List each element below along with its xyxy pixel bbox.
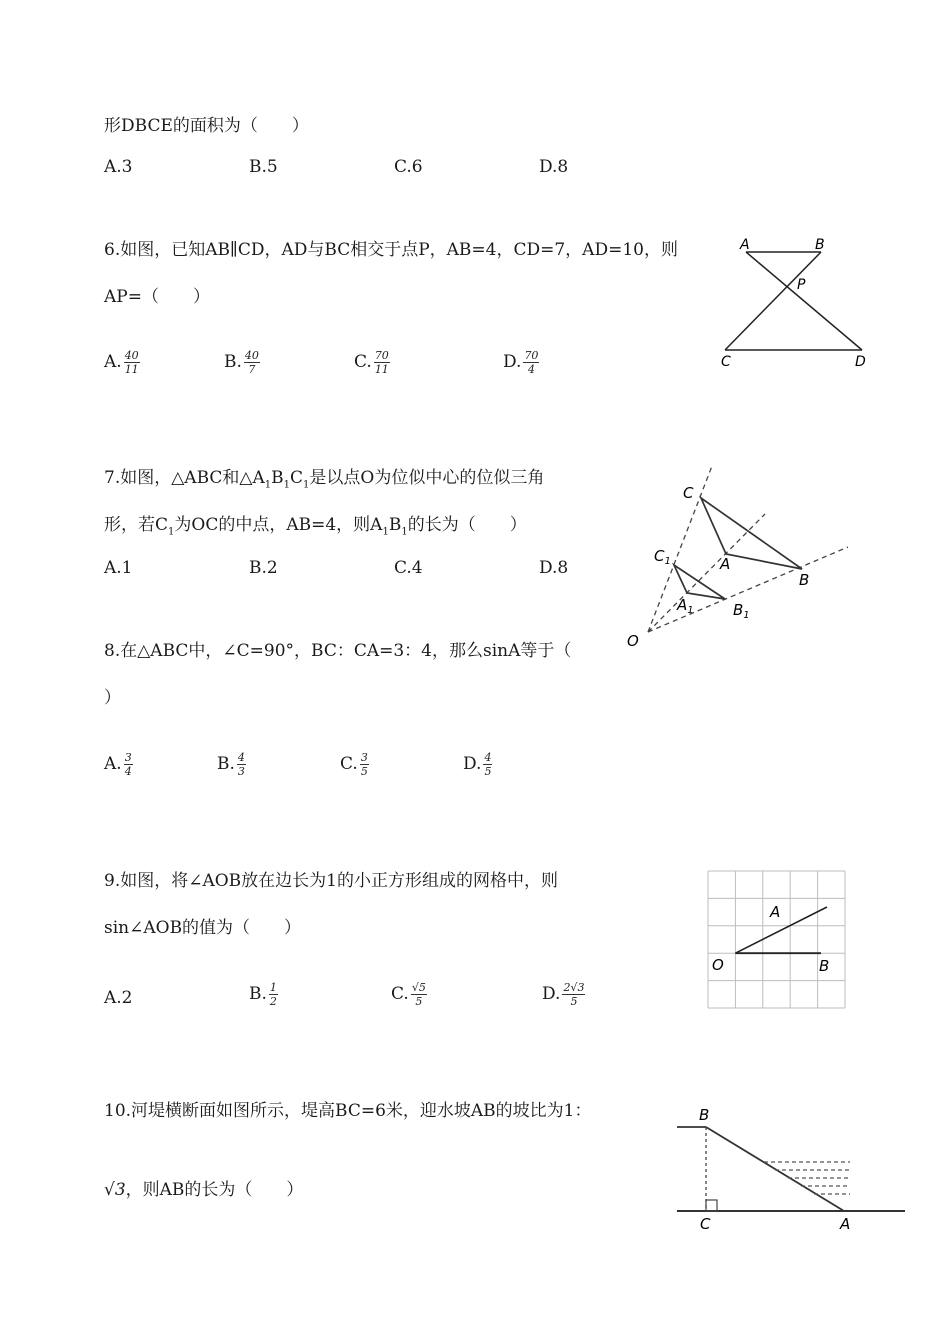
q5-option-b: B.5 — [249, 157, 278, 177]
q8-stem-line2: ） — [104, 688, 121, 708]
q10-stem-line2: √3，则AB的长为（ ） — [104, 1180, 304, 1200]
q7-label-c1: $C_1$ — [654, 547, 671, 567]
q5-option-d: D.8 — [539, 157, 569, 177]
q7-label-c: C — [683, 484, 694, 502]
q6-label-p: P — [797, 277, 806, 293]
q7-label-a1: $A_1$ — [677, 596, 694, 616]
q9-label-a: A — [770, 903, 781, 921]
q6-option-d: D. $\frac{70}{4}$ — [503, 349, 539, 376]
q5-option-c: C.6 — [394, 157, 423, 177]
q7-stem-line1: 7.如图，△ABC和$\triangle A_1B_1C_1$是以点O为位似中心的位似三角 — [104, 468, 545, 491]
q7-label-b: B — [799, 571, 810, 589]
q5-option-a: A.3 — [104, 157, 133, 177]
q6-stem-line1: 6.如图，已知AB∥CD，AD与BC相交于点P，AB=4，CD=7，AD=10，则 — [104, 240, 678, 260]
q9-label-o: O — [712, 956, 724, 974]
q9-option-a: A.2 — [104, 988, 133, 1008]
q9-option-d: D. $\frac{2√3}{5}$ — [542, 981, 585, 1008]
q5-stem-tail: 形DBCE的面积为（ ） — [104, 116, 309, 136]
q8-option-d: D. $\frac{4}{5}$ — [463, 751, 492, 778]
q10-label-b: B — [699, 1106, 710, 1124]
q10-stem-line1: 10.河堤横断面如图所示，堤高BC=6米，迎水坡AB的坡比为1： — [104, 1101, 592, 1121]
q9-stem-line1: 9.如图，将∠AOB放在边长为1的小正方形组成的网格中，则 — [104, 871, 558, 891]
q6-label-b: B — [815, 237, 825, 253]
q7-option-b: B.2 — [249, 558, 278, 578]
q8-stem-line1: 8.在△ABC中，∠C=90°，BC：CA=3：4，那么sinA等于（ — [104, 641, 572, 661]
grid-lines — [708, 871, 845, 1008]
q6-option-c: C. $\frac{70}{11}$ — [354, 349, 389, 376]
q9-stem-line2: sin∠AOB的值为（ ） — [104, 918, 302, 938]
q9-grid-figure — [705, 868, 849, 1012]
q10-label-c: C — [700, 1215, 711, 1233]
q6-label-c: C — [721, 354, 731, 370]
q6-label-a: A — [740, 237, 750, 253]
q7-label-b1: $B_1$ — [733, 601, 750, 621]
q7-option-c: C.4 — [394, 558, 423, 578]
q6-option-a: A. $\frac{40}{11}$ — [104, 349, 139, 376]
q7-stem-line2: 形，若$C_1$为OC的中点，AB=4，则$A_1B_1$的长为（ ） — [104, 515, 527, 538]
q9-label-b: B — [819, 957, 830, 975]
q9-option-c: C. $\frac{√5}{5}$ — [391, 981, 426, 1008]
q9-option-b: B. $\frac{1}{2}$ — [249, 981, 277, 1008]
q10-label-a: A — [840, 1215, 851, 1233]
q6-stem-line2: AP=（ ） — [104, 287, 210, 307]
q10-embankment-figure — [672, 1100, 910, 1235]
q8-option-c: C. $\frac{3}{5}$ — [340, 751, 368, 778]
q6-label-d: D — [855, 354, 866, 370]
q8-option-a: A. $\frac{3}{4}$ — [104, 751, 132, 778]
q7-option-a: A.1 — [104, 558, 133, 578]
q7-label-a: A — [720, 555, 731, 573]
q6-figure — [712, 232, 882, 377]
q7-label-o: O — [627, 632, 639, 650]
q6-option-b: B. $\frac{40}{7}$ — [224, 349, 259, 376]
q7-option-d: D.8 — [539, 558, 569, 578]
q8-option-b: B. $\frac{4}{3}$ — [217, 751, 245, 778]
sqrt3: √3 — [104, 1180, 126, 1200]
q7-figure — [620, 462, 855, 652]
